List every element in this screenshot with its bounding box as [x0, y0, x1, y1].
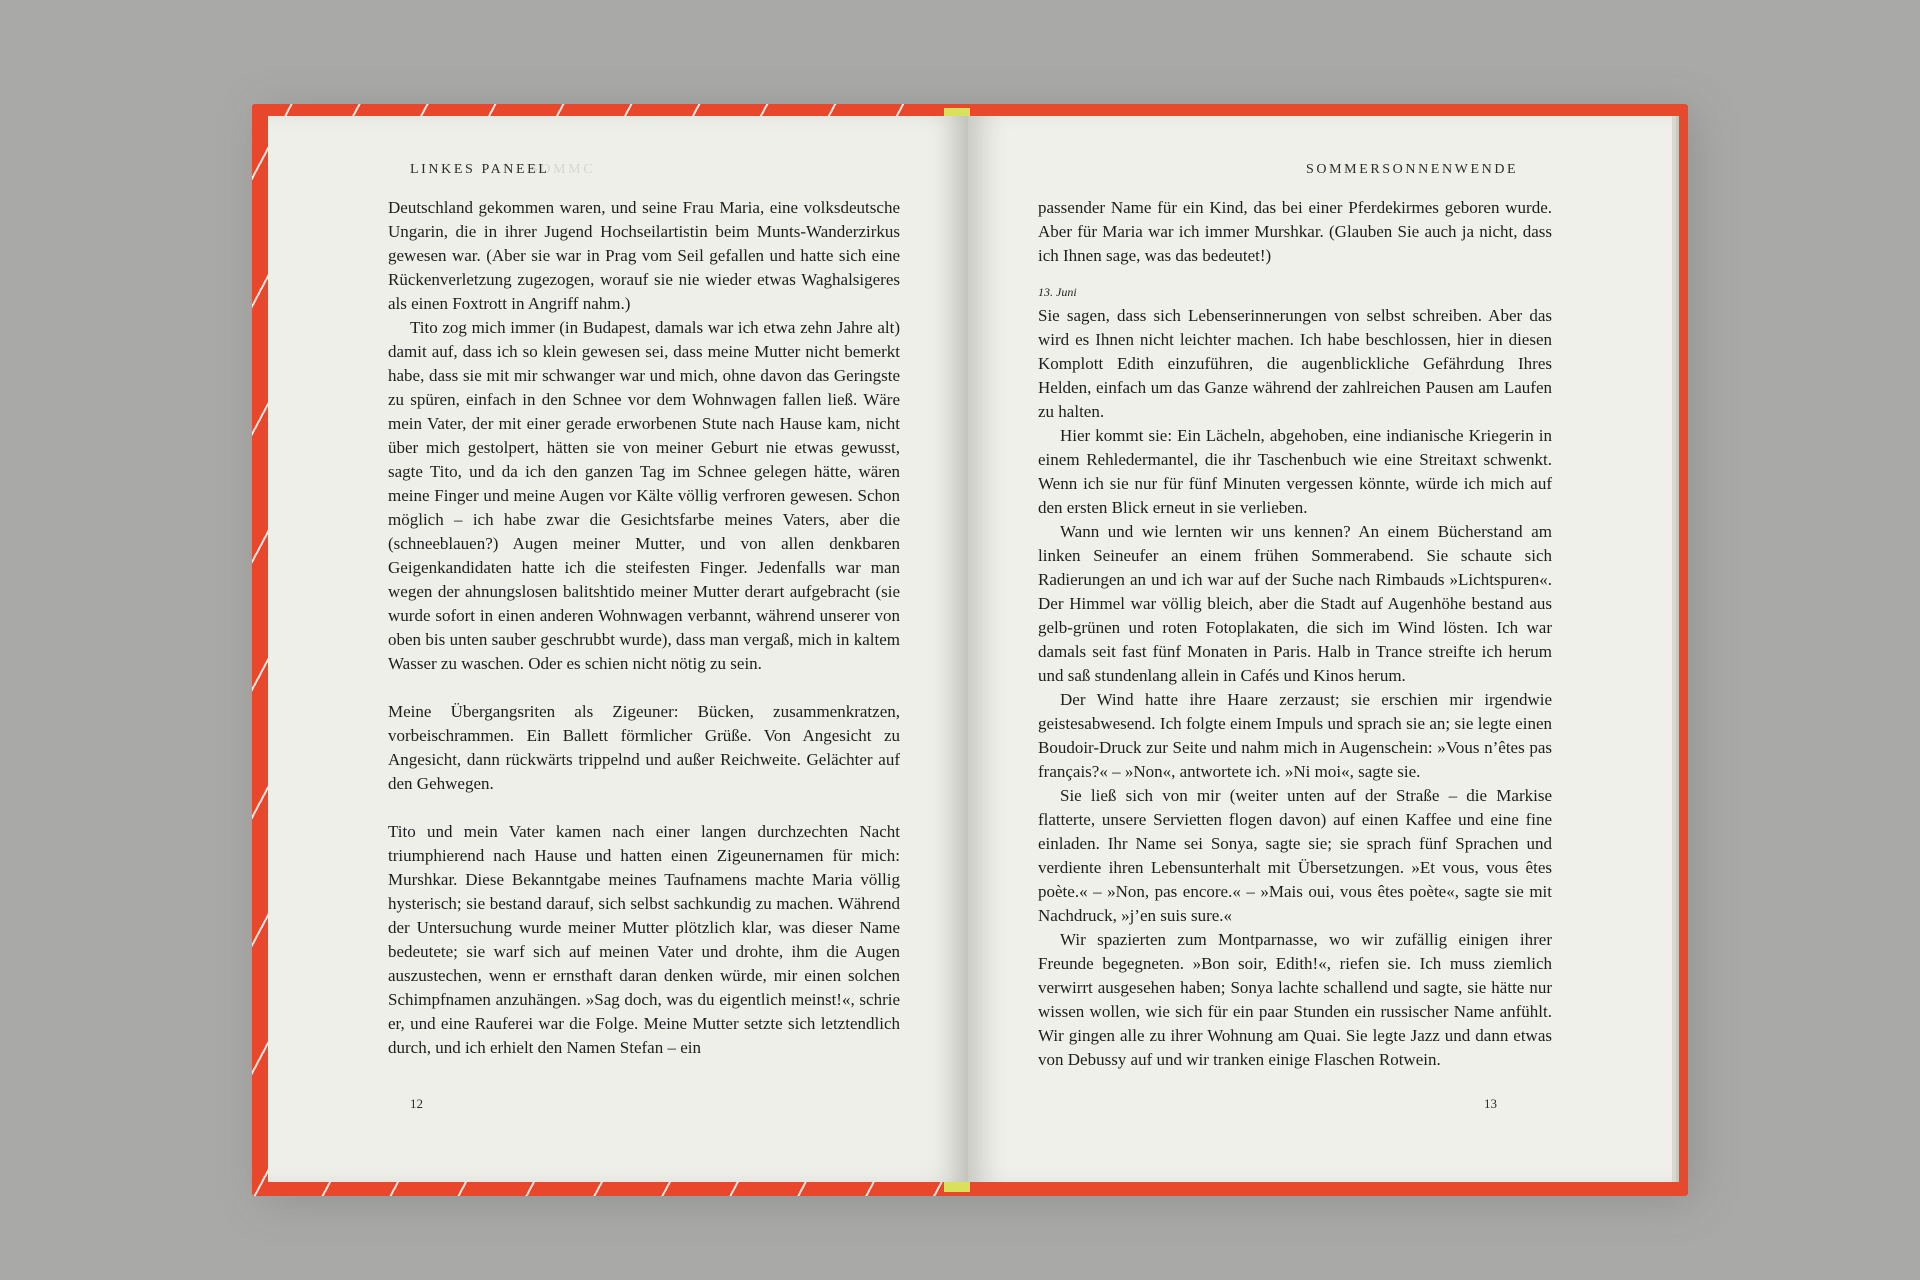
section-break [1038, 268, 1552, 280]
right-page-body [1038, 196, 1552, 1072]
paragraph: Sie sagen, dass sich Lebenserinnerungen von selbst schreiben. Aber das wird es Ihnen nicht leichter machen. Ich habe beschlossen, hier in diesen Komplott Edith einzuführen, die augenblickliche Gefährdung Ihres Helden, einfach um das Ganze während der zahlreichen Pausen am Laufen zu halten. [1038, 306, 1552, 421]
right-page-number: 13 [1484, 1096, 1497, 1111]
paragraph: Tito zog mich immer (in Budapest, damals war ich etwa zehn Jahre alt) damit auf, dass ich so klein gewesen sei, dass meine Mutter nicht bemerkt habe, dass sie mit mir schwanger war und mich, ohne davon das Geringste zu spüren, einfach in den Schnee vor dem Wohnwagen fallen ließ. Wäre mein Vater, der mit einer gerade erworbenen Stute nach Hause kam, nicht über mich gestolpert, hätten sie von meiner Geburt nie etwas gewusst, sagte Tito, und da ich den ganzen Tag im Schnee gelegen hätte, wären meine Finger und meine Augen vor Kälte völlig verfroren gewesen. Schon möglich – ich habe zwar die Gesichtsfarbe meines Vaters, aber die (schneeblauen?) Augen meiner Mutter, und von allen denkbaren Geigenkandidaten hatte ich die steifesten Finger. Jedenfalls war man wegen der ahnungslosen balitshtido meiner Mutter derart aufgebracht (sie wurde sofort in einen anderen Wohnwagen verbannt, während unserer von oben bis unten sauber geschrubbt wurde), dass man vergaß, mich in kaltem Wasser zu waschen. Oder es schien nicht nötig zu sein. [388, 318, 900, 673]
paragraph: Tito und mein Vater kamen nach einer langen durchzechten Nacht triumphierend nach Hause und hatten einen Zigeunernamen für mich: Murshkar. Diese Bekanntgabe meines Taufnamens machte Maria völlig hysterisch; sie bestand darauf, sich selbst sachkundig zu machen. Während der Untersuchung wurde meiner Mutter plötzlich klar, was dieser Name bedeutete; sie warf sich auf meinen Vater und drohte, ihm die Augen auszustechen, wenn er ernsthaft daran denken würde, mir einen solchen Schimpfnamen anzuhängen. »Sag doch, was du eigentlich meinst!«, schrie er, und eine Rauferei war die Folge. Meine Mutter setzte sich letztendlich durch, und ich erhielt den Namen Stefan – ein [388, 822, 900, 1057]
left-page-number: 12 [410, 1096, 423, 1111]
paragraph: Meine Übergangsriten als Zigeuner: Bücken, zusammenkratzen, vorbeischrammen. Ein Ballett förmlicher Grüße. Von Angesicht zu Angesicht, dann rückwärts trippelnd und außer Reichweite. Gelächter auf den Gehwegen. [388, 702, 900, 793]
section-break [388, 676, 900, 700]
paragraph: Wann und wie lernten wir uns kennen? An einem Bücherstand am linken Seineufer an einem frühen Sommerabend. Sie schaute sich Radierungen an und ich war auf der Suche nach Rimbauds »Lichtspuren«. Der Himmel war völlig bleich, aber die Stadt auf Augenhöhe bestand aus gelb-grünen und roten Fotoplakaten, die sich im Wind lösten. Ich war damals seit fast fünf Monaten in Paris. Halb in Trance streifte ich herum und saß stundenlang allein in Cafés und Kinos herum. [1038, 522, 1552, 685]
section-break [388, 796, 900, 820]
left-page-body [388, 196, 900, 1060]
date-label: 13. Juni [1038, 285, 1077, 299]
paragraph: Sie ließ sich von mir (weiter unten auf der Straße – die Markise flatterte, unsere Servietten flogen davon) auf einen Kaffee und eine fine einladen. Ihr Name sei Sonya, sagte sie; sie sprach fünf Sprachen und verdiente ihren Lebensunterhalt mit Übersetzungen. »Et vous, vous êtes poète.« – »Non, pas encore.« – »Mais oui, vous êtes poète«, sagte sie mit Nachdruck, »j’en suis sure.« [1038, 786, 1552, 925]
show-through-header: SOMMC [530, 162, 596, 177]
paragraph: Wir spazierten zum Montparnasse, wo wir zufällig einigen ihrer Freunde begegneten. »Bon soir, Edith!«, riefen sie. Ich muss ziemlich verwirrt ausgesehen haben; Sonya lachte schallend und sagte, sie hätte nur wissen wollen, wie sich für ein paar Stunden ein russischer Name anfühlt. Wir gingen alle zu ihrer Wohnung am Quai. Sie legte Jazz und dann etwas von Debussy auf und wir tranken einige Flaschen Rotwein. [1038, 930, 1552, 1069]
paragraph: Hier kommt sie: Ein Lächeln, abgehoben, eine indianische Kriegerin in einem Rehledermantel, die ihr Taschenbuch wie eine Streitaxt schwenkt. Wenn ich sie nur für fünf Minuten vergessen könnte, würde ich mich auf den ersten Blick erneut in sie verlieben. [1038, 426, 1552, 517]
date-heading [1038, 280, 1552, 304]
paragraph: passender Name für ein Kind, das bei einer Pferdekirmes geboren wurde. Aber für Maria war ich immer Murshkar. (Glauben Sie auch ja nicht, dass ich Ihnen sage, was das bedeutet!) [1038, 198, 1552, 265]
paragraph: Deutschland gekommen waren, und seine Frau Maria, eine volksdeutsche Ungarin, die in ihrer Jugend Hochseilartistin beim Munts-Wanderzirkus gewesen war. (Aber sie war in Prag vom Seil gefallen und hatte sich eine Rückenverletzung zugezogen, worauf sie nie wieder etwas Waghalsigeres als einen Foxtrott in Angriff nahm.) [388, 198, 900, 313]
paragraph: Der Wind hatte ihre Haare zerzaust; sie erschien mir irgendwie geistesabwesend. Ich folgte einem Impuls und sprach sie an; sie legte einen Boudoir-Druck zur Seite und nahm mich in Augenschein: »Vous n’êtes pas français?« – »Non«, antwortete ich. »Ni moi«, sagte sie. [1038, 690, 1552, 781]
left-running-header: LINKES PANEEL [410, 162, 550, 177]
right-running-header: SOMMERSONNENWENDE [1306, 162, 1519, 177]
